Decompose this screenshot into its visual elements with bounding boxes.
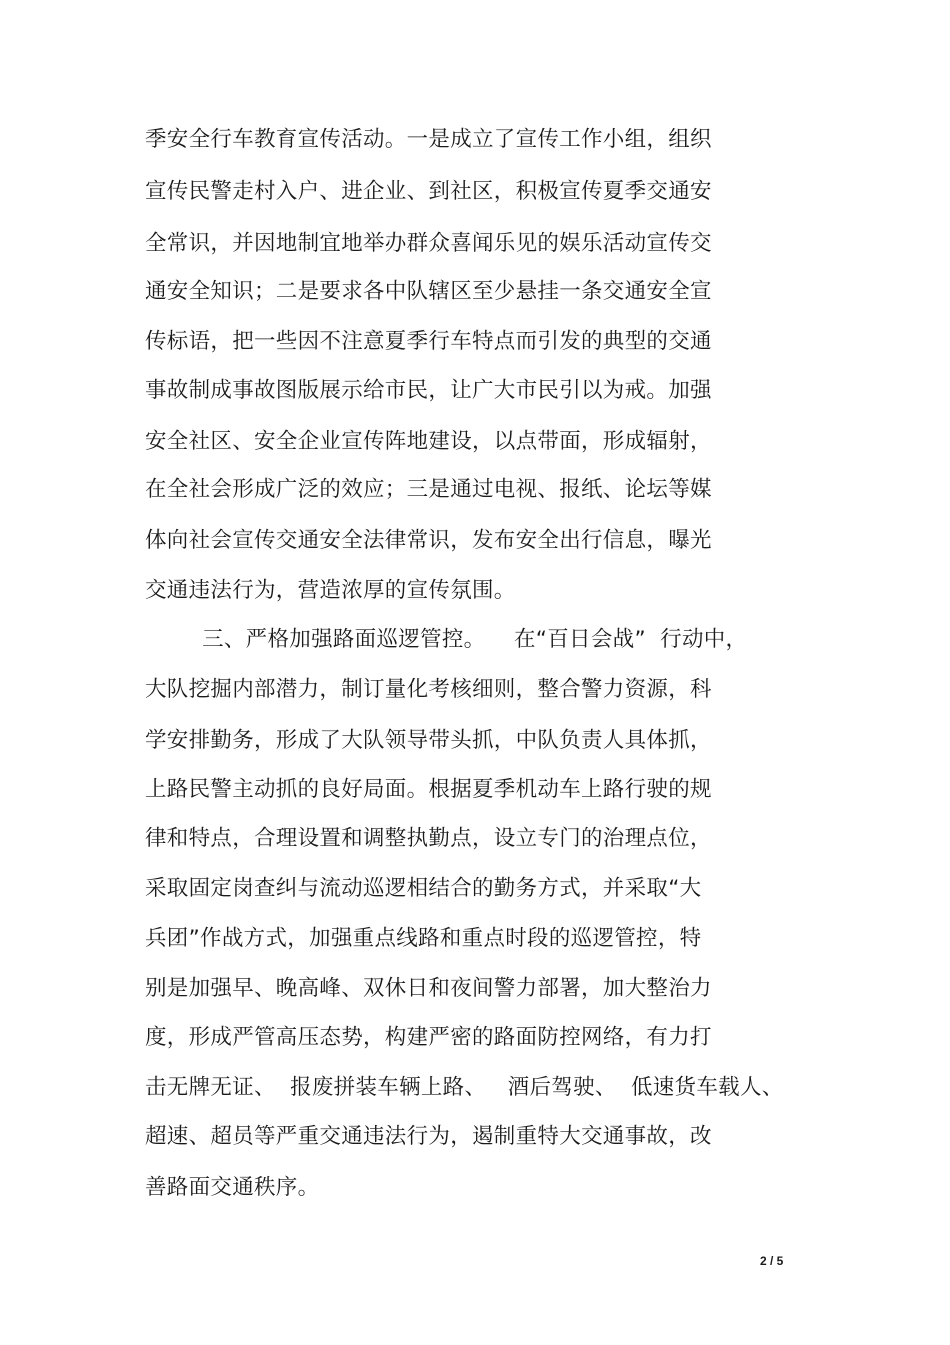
text-line: 采取固定岗查纠与流动巡逻相结合的勤务方式，并采取“大 (145, 876, 702, 901)
text-line: 通安全知识；二是要求各中队辖区至少悬挂一条交通安全宣 (145, 279, 712, 304)
text-line: 律和特点，合理设置和调整执勤点，设立专门的治理点位， (145, 826, 712, 851)
text-line: 在全社会形成广泛的效应；三是通过电视、报纸、论坛等媒 (145, 477, 712, 502)
text-line: 季安全行车教育宣传活动。一是成立了宣传工作小组，组织 (145, 127, 712, 152)
text-line: 传标语，把一些因不注意夏季行车特点而引发的典型的交通 (145, 329, 712, 354)
text-line: 学安排勤务，形成了大队领导带头抓，中队负责人具体抓， (145, 728, 712, 753)
text-line: 安全社区、安全企业宣传阵地建设，以点带面，形成辐射， (145, 429, 712, 454)
text-line: 交通违法行为，营造浓厚的宣传氛围。 (145, 578, 516, 603)
text-line: 大队挖掘内部潜力，制订量化考核细则，整合警力资源，科 (145, 677, 712, 702)
text-line: 超速、超员等严重交通违法行为，遏制重特大交通事故，改 (145, 1124, 712, 1149)
text-line: 度，形成严管高压态势，构建严密的路面防控网络，有力打 (145, 1025, 712, 1050)
text-line: 宣传民警走村入户、进企业、到社区，积极宣传夏季交通安 (145, 179, 712, 204)
text-line: 事故制成事故图版展示给市民，让广大市民引以为戒。加强 (145, 378, 712, 403)
text-line: 击无牌无证、 报废拼装车辆上路、 酒后驾驶、 低速货车载人、 (145, 1075, 784, 1100)
text-line: 体向社会宣传交通安全法律常识，发布安全出行信息，曝光 (145, 528, 712, 553)
text-line: 善路面交通秩序。 (145, 1175, 320, 1200)
paragraph-heading-line: 三、严格加强路面巡逻管控。 在“百日会战” 行动中， (145, 627, 748, 652)
page-number: 2 / 5 (760, 1254, 784, 1268)
text-line: 上路民警主动抓的良好局面。根据夏季机动车上路行驶的规 (145, 777, 712, 802)
text-line: 别是加强早、晚高峰、双休日和夜间警力部署，加大整治力 (145, 976, 712, 1001)
text-line: 全常识，并因地制宜地举办群众喜闻乐见的娱乐活动宣传交 (145, 231, 712, 256)
text-line: 兵团”作战方式，加强重点线路和重点时段的巡逻管控，特 (145, 926, 702, 951)
